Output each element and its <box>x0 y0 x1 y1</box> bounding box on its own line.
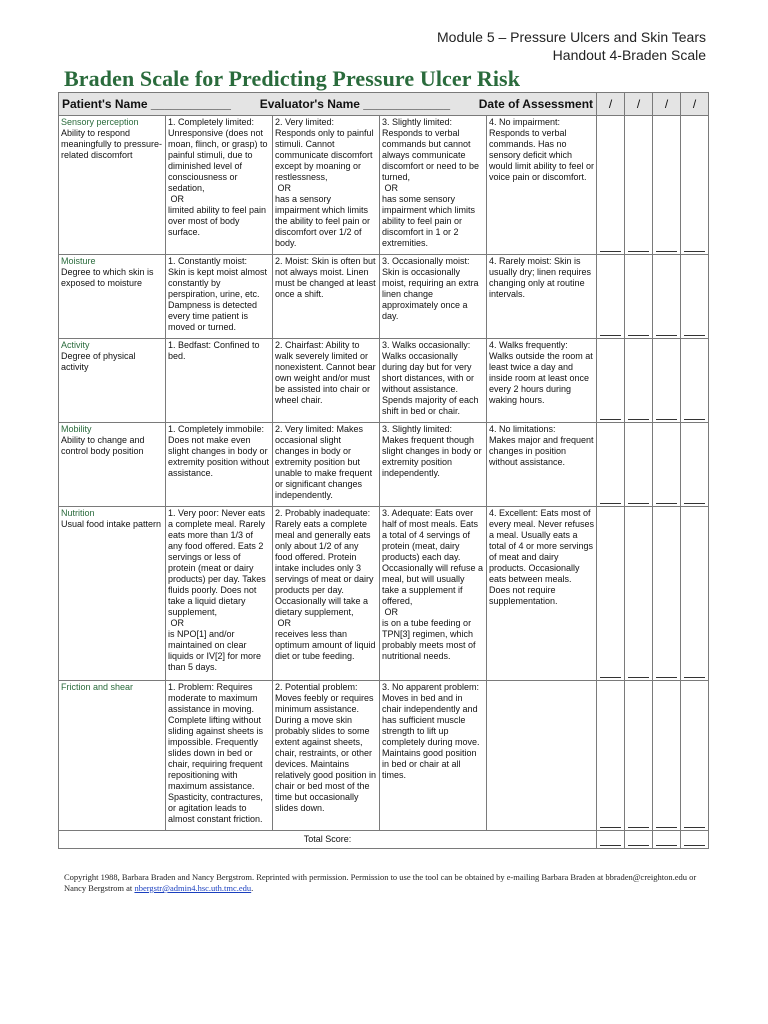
category-cell <box>59 116 166 255</box>
date-column-2[interactable]: / <box>625 93 653 116</box>
score-blank-line[interactable] <box>600 668 621 678</box>
score-blank-line[interactable] <box>656 326 677 336</box>
level-4-description <box>487 681 597 831</box>
score-entry-3[interactable] <box>653 255 681 339</box>
header-fields-cell <box>59 93 597 116</box>
braden-scale-table <box>58 92 709 849</box>
score-blank-line[interactable] <box>628 818 649 828</box>
score-entry-4[interactable] <box>681 681 709 831</box>
total-score-label: Total Score: <box>59 831 597 849</box>
copyright-notice <box>64 872 704 894</box>
total-score-entry-3[interactable] <box>653 831 681 849</box>
score-blank-line[interactable] <box>656 668 677 678</box>
score-blank-line[interactable] <box>656 242 677 252</box>
category-cell <box>59 255 166 339</box>
date-of-assessment-label: Date of Assessment <box>478 96 594 111</box>
level-4-description: 4. No limitations: Makes major and frequent changes in position without assistance. <box>487 423 597 507</box>
category-description: Usual food intake pattern <box>61 519 162 529</box>
category-name: Mobility <box>61 424 92 434</box>
category-row-mobility <box>59 423 709 507</box>
total-score-entry-1[interactable] <box>597 831 625 849</box>
score-entry-2[interactable] <box>625 255 653 339</box>
total-score-entry-4[interactable] <box>681 831 709 849</box>
score-entry-1[interactable] <box>597 423 625 507</box>
total-score-row <box>59 831 709 849</box>
level-3-description: 3. Occasionally moist: Skin is occasionally moist, requiring an extra linen change approximately once a day. <box>380 255 487 339</box>
level-1-description: 1. Constantly moist: Skin is kept moist almost constantly by perspiration, urine, etc. Dampness is detected every time patient is moved or turned. <box>166 255 273 339</box>
copyright-text: Copyright 1988, Barbara Braden and Nancy Bergstrom. Reprinted with permission. Permission to use the tool can be obtained by e-mailing Barbara Braden at bbraden@creighton.edu or Nancy Bergstrom at <box>64 872 697 893</box>
score-entry-2[interactable] <box>625 507 653 681</box>
level-3-description: 3. Slightly limited: Responds to verbal commands but cannot always communicate discomfort or need to be turned, OR has some sensory impairment which limits ability to feel pain or discomfort in 1 or 2 extremities. <box>380 116 487 255</box>
total-score-blank-line[interactable] <box>600 836 621 846</box>
date-column-4[interactable]: / <box>681 93 709 116</box>
category-name: Sensory perception <box>61 117 139 127</box>
date-column-1[interactable]: / <box>597 93 625 116</box>
level-2-description: 2. Moist: Skin is often but not always moist. Linen must be changed at least once a shift. <box>273 255 380 339</box>
level-1-description: 1. Bedfast: Confined to bed. <box>166 339 273 423</box>
level-3-description: 3. No apparent problem: Moves in bed and in chair independently and has sufficient muscle strength to lift up completely during move. Maintains good position in bed or chair at all times. <box>380 681 487 831</box>
total-score-blank-line[interactable] <box>656 836 677 846</box>
score-entry-3[interactable] <box>653 507 681 681</box>
score-blank-line[interactable] <box>600 494 621 504</box>
email-link[interactable]: nbergstr@admin4.hsc.uth.tmc.edu <box>134 883 252 893</box>
score-blank-line[interactable] <box>684 410 705 420</box>
category-row-moisture <box>59 255 709 339</box>
score-entry-2[interactable] <box>625 423 653 507</box>
level-4-description: 4. No impairment: Responds to verbal commands. Has no sensory deficit which would limit ability to feel or voice pain or discomfort. <box>487 116 597 255</box>
level-3-description: 3. Walks occasionally: Walks occasionally during day but for very short distances, with or without assistance. Spends majority of each shift in bed or chair. <box>380 339 487 423</box>
category-name: Activity <box>61 340 90 350</box>
level-1-description: 1. Completely immobile: Does not make even slight changes in body or extremity position without assistance. <box>166 423 273 507</box>
category-description: Ability to change and control body position <box>61 435 145 456</box>
score-blank-line[interactable] <box>628 326 649 336</box>
score-blank-line[interactable] <box>656 410 677 420</box>
level-3-description: 3. Slightly limited: Makes frequent though slight changes in body or extremity position independently. <box>380 423 487 507</box>
score-entry-2[interactable] <box>625 681 653 831</box>
patient-name-field[interactable]: Patient's Name ____________ <box>62 96 231 111</box>
category-description: Ability to respond meaningfully to pressure-related discomfort <box>61 128 163 160</box>
score-entry-1[interactable] <box>597 339 625 423</box>
level-2-description: 2. Very limited: Makes occasional slight changes in body or extremity position but unable to make frequent or significant changes independently. <box>273 423 380 507</box>
category-row-sensory-perception <box>59 116 709 255</box>
category-cell <box>59 423 166 507</box>
level-2-description: 2. Potential problem: Moves feebly or requires minimum assistance. During a move skin probably slides to some extent against sheets, chair, restraints, or other devices. Maintains relatively good position in chair or bed most of the time but occasionally slides down. <box>273 681 380 831</box>
score-entry-3[interactable] <box>653 681 681 831</box>
level-2-description: 2. Very limited: Responds only to painful stimuli. Cannot communicate discomfort except by moaning or restlessness, OR has a sensory impairment which limits the ability to feel pain or discomfort over 1/2 of body. <box>273 116 380 255</box>
table-header-row <box>59 93 709 116</box>
category-cell <box>59 507 166 681</box>
score-entry-3[interactable] <box>653 116 681 255</box>
score-blank-line[interactable] <box>684 668 705 678</box>
category-row-activity <box>59 339 709 423</box>
score-blank-line[interactable] <box>600 326 621 336</box>
score-entry-1[interactable] <box>597 507 625 681</box>
score-blank-line[interactable] <box>628 668 649 678</box>
score-blank-line[interactable] <box>600 410 621 420</box>
level-4-description: 4. Walks frequently: Walks outside the room at least twice a day and inside room at least once every 2 hours during waking hours. <box>487 339 597 423</box>
score-blank-line[interactable] <box>684 326 705 336</box>
category-name: Nutrition <box>61 508 95 518</box>
evaluator-name-field[interactable]: Evaluator's Name _____________ <box>259 96 451 111</box>
score-entry-4[interactable] <box>681 255 709 339</box>
total-score-blank-line[interactable] <box>684 836 705 846</box>
copyright-end: . <box>251 883 254 893</box>
handout-line: Handout 4-Braden Scale <box>552 47 706 63</box>
category-cell <box>59 339 166 423</box>
score-entry-4[interactable] <box>681 116 709 255</box>
page-title: Braden Scale for Predicting Pressure Ulcer Risk <box>64 66 521 91</box>
score-entry-3[interactable] <box>653 339 681 423</box>
score-blank-line[interactable] <box>684 494 705 504</box>
level-1-description: 1. Very poor: Never eats a complete meal. Rarely eats more than 1/3 of any food offered. Eats 2 servings or less of protein (meat or dairy products) per day. Takes fluids poorly. Does not take a liquid dietary supplement, OR is NPO[1] and/or maintained on clear liquids or IV[2] for more than 5 days. <box>166 507 273 681</box>
category-description: Degree of physical activity <box>61 351 136 372</box>
score-blank-line[interactable] <box>628 242 649 252</box>
category-cell <box>59 681 166 831</box>
level-2-description: 2. Chairfast: Ability to walk severely limited or nonexistent. Cannot bear own weight and/or must be assisted into chair or wheel chair. <box>273 339 380 423</box>
level-3-description: 3. Adequate: Eats over half of most meals. Eats a total of 4 servings of protein (meat, dairy products) each day. Occasionally will refuse a meal, but will usually take a supplement if offered, OR is on a tube feeding or TPN[3] regimen, which probably meets most of nutritional needs. <box>380 507 487 681</box>
date-column-3[interactable]: / <box>653 93 681 116</box>
category-name: Moisture <box>61 256 96 266</box>
score-blank-line[interactable] <box>684 818 705 828</box>
score-blank-line[interactable] <box>628 494 649 504</box>
score-blank-line[interactable] <box>600 818 621 828</box>
category-description: Degree to which skin is exposed to moisture <box>61 267 154 288</box>
module-heading <box>437 28 706 64</box>
level-4-description: 4. Rarely moist: Skin is usually dry; linen requires changing only at routine intervals. <box>487 255 597 339</box>
score-entry-1[interactable] <box>597 255 625 339</box>
score-blank-line[interactable] <box>628 410 649 420</box>
total-score-blank-line[interactable] <box>628 836 649 846</box>
category-row-friction-and-shear <box>59 681 709 831</box>
total-score-entry-2[interactable] <box>625 831 653 849</box>
score-entry-2[interactable] <box>625 116 653 255</box>
score-entry-4[interactable] <box>681 339 709 423</box>
score-entry-4[interactable] <box>681 507 709 681</box>
level-1-description: 1. Completely limited: Unresponsive (does not moan, flinch, or grasp) to painful stimuli, due to diminished level of consciousness or sedation, OR limited ability to feel pain over most of body surface. <box>166 116 273 255</box>
score-blank-line[interactable] <box>684 242 705 252</box>
score-entry-4[interactable] <box>681 423 709 507</box>
score-entry-1[interactable] <box>597 116 625 255</box>
category-row-nutrition <box>59 507 709 681</box>
level-4-description: 4. Excellent: Eats most of every meal. Never refuses a meal. Usually eats a total of 4 or more servings of meat and dairy products. Occasionally eats between meals. Does not require supplementation. <box>487 507 597 681</box>
score-blank-line[interactable] <box>656 494 677 504</box>
score-blank-line[interactable] <box>656 818 677 828</box>
level-2-description: 2. Probably inadequate: Rarely eats a complete meal and generally eats only about 1/2 of any food offered. Protein intake includes only 3 servings of meat or dairy products per day. Occasionally will take a dietary supplement, OR receives less than optimum amount of liquid diet or tube feeding. <box>273 507 380 681</box>
score-entry-2[interactable] <box>625 339 653 423</box>
level-1-description: 1. Problem: Requires moderate to maximum assistance in moving. Complete lifting without sliding against sheets is impossible. Frequently slides down in bed or chair, requiring frequent repositioning with maximum assistance. Spasticity, contractures, or agitation leads to almost constant friction. <box>166 681 273 831</box>
score-blank-line[interactable] <box>600 242 621 252</box>
score-entry-1[interactable] <box>597 681 625 831</box>
module-line: Module 5 – Pressure Ulcers and Skin Tears <box>437 29 706 45</box>
score-entry-3[interactable] <box>653 423 681 507</box>
category-name: Friction and shear <box>61 682 134 692</box>
